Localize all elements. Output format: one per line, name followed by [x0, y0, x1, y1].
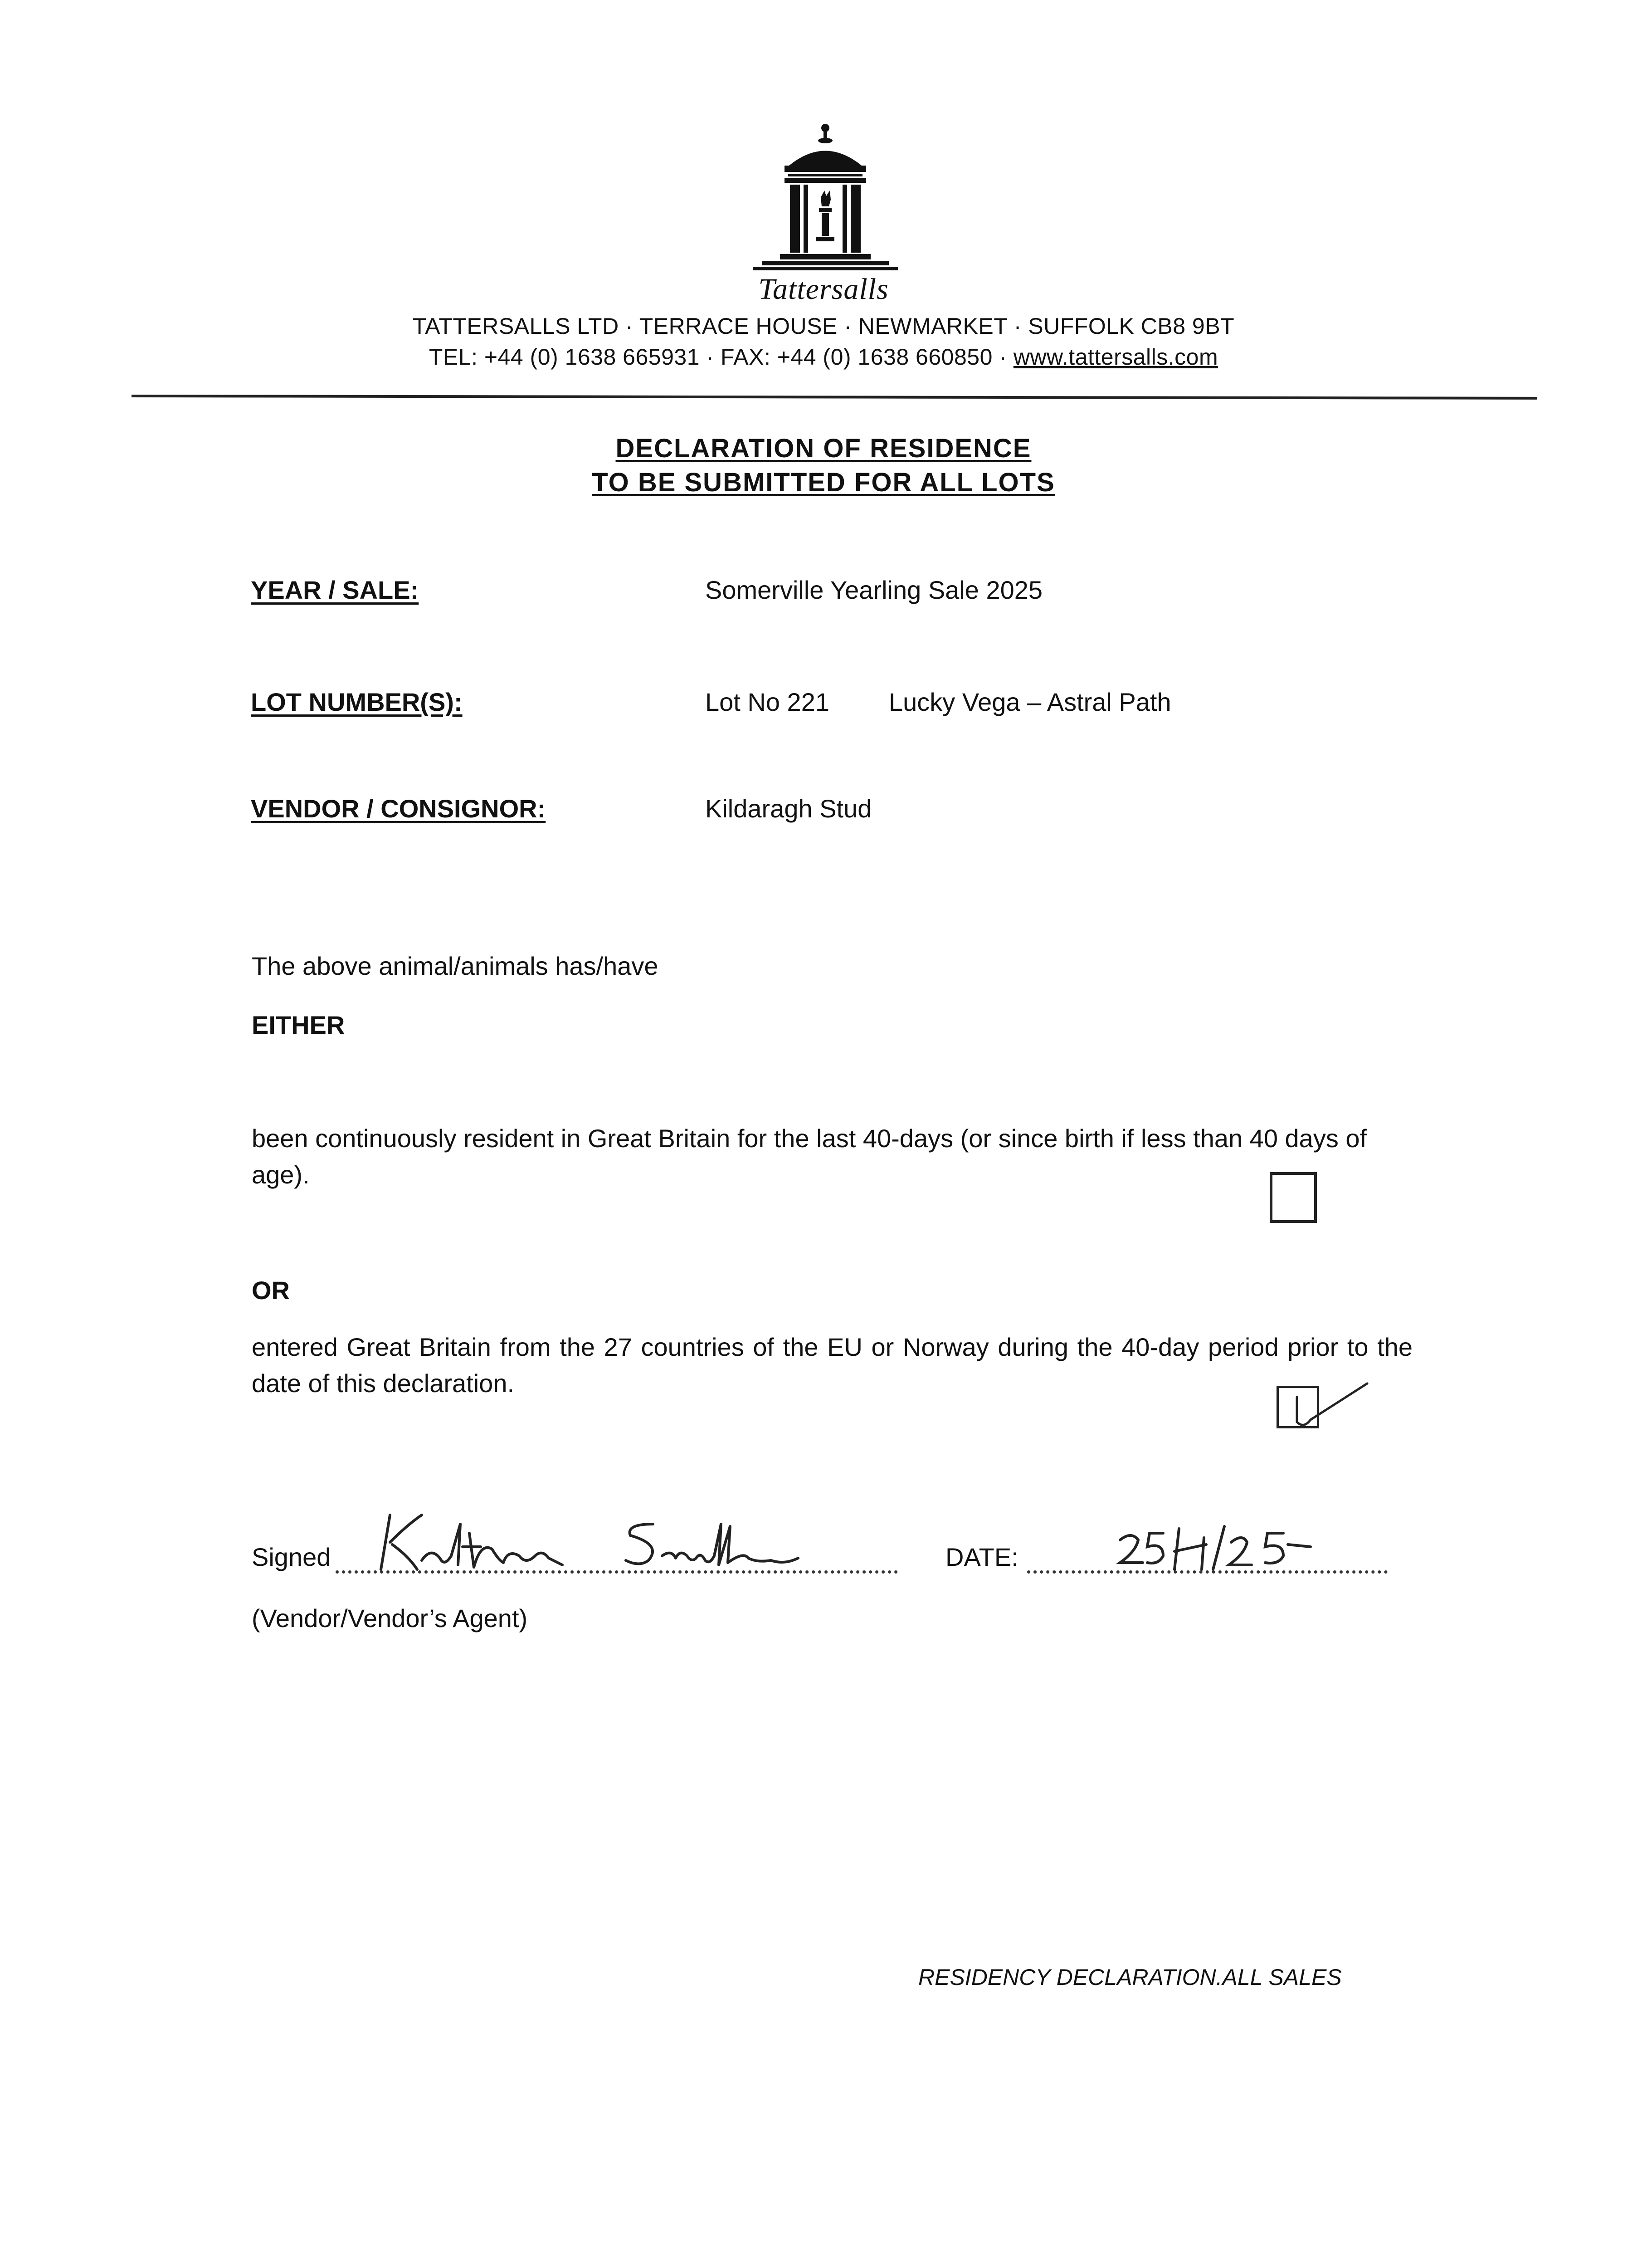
website-link[interactable]: www.tattersalls.com [1013, 344, 1218, 370]
handwritten-date [1111, 1520, 1320, 1574]
vendor-label: VENDOR / CONSIGNOR: [251, 794, 546, 823]
lot-number-value: Lot No 221 [705, 688, 829, 716]
option-1-text: been continuously resident in Great Britain for the last 40-days (or since birth if less than 40 days of age). [252, 1124, 1367, 1189]
date-label: DATE: [945, 1543, 1018, 1571]
option-2-text: entered Great Britain from the 27 countries of the EU or Norway during the 40-day period prior to the date of this declaration. [252, 1333, 1413, 1398]
either-heading: EITHER [252, 1011, 345, 1039]
tattersalls-logo [753, 122, 898, 277]
form-subtitle: TO BE SUBMITTED FOR ALL LOTS [592, 468, 1055, 497]
company-contact [0, 344, 1647, 370]
signed-label: Signed [252, 1543, 331, 1571]
lot-numbers-label: LOT NUMBER(S): [251, 688, 463, 716]
option-1-checkbox[interactable] [1270, 1172, 1317, 1223]
check-mark-icon [1283, 1379, 1374, 1433]
handwritten-signature [372, 1506, 816, 1579]
form-title: DECLARATION OF RESIDENCE [615, 434, 1032, 463]
form-reference: RESIDENCY DECLARATION.ALL SALES [918, 1965, 1342, 1990]
or-heading: OR [252, 1276, 290, 1305]
declaration-intro: The above animal/animals has/have [252, 952, 658, 980]
phone-fax: TEL: +44 (0) 1638 665931 · FAX: +44 (0) 1638 660850 · [429, 344, 1014, 370]
brand-name: Tattersalls [758, 273, 889, 306]
lot-horse-value: Lucky Vega – Astral Path [889, 688, 1171, 716]
year-sale-value: Somerville Yearling Sale 2025 [705, 576, 1043, 604]
header-divider [132, 395, 1537, 400]
year-sale-label: YEAR / SALE: [251, 576, 419, 604]
company-address: TATTERSALLS LTD · TERRACE HOUSE · NEWMARKET · SUFFOLK CB8 9BT [412, 313, 1235, 339]
vendor-value: Kildaragh Stud [705, 794, 872, 823]
vendor-agent-note: (Vendor/Vendor’s Agent) [252, 1604, 528, 1633]
